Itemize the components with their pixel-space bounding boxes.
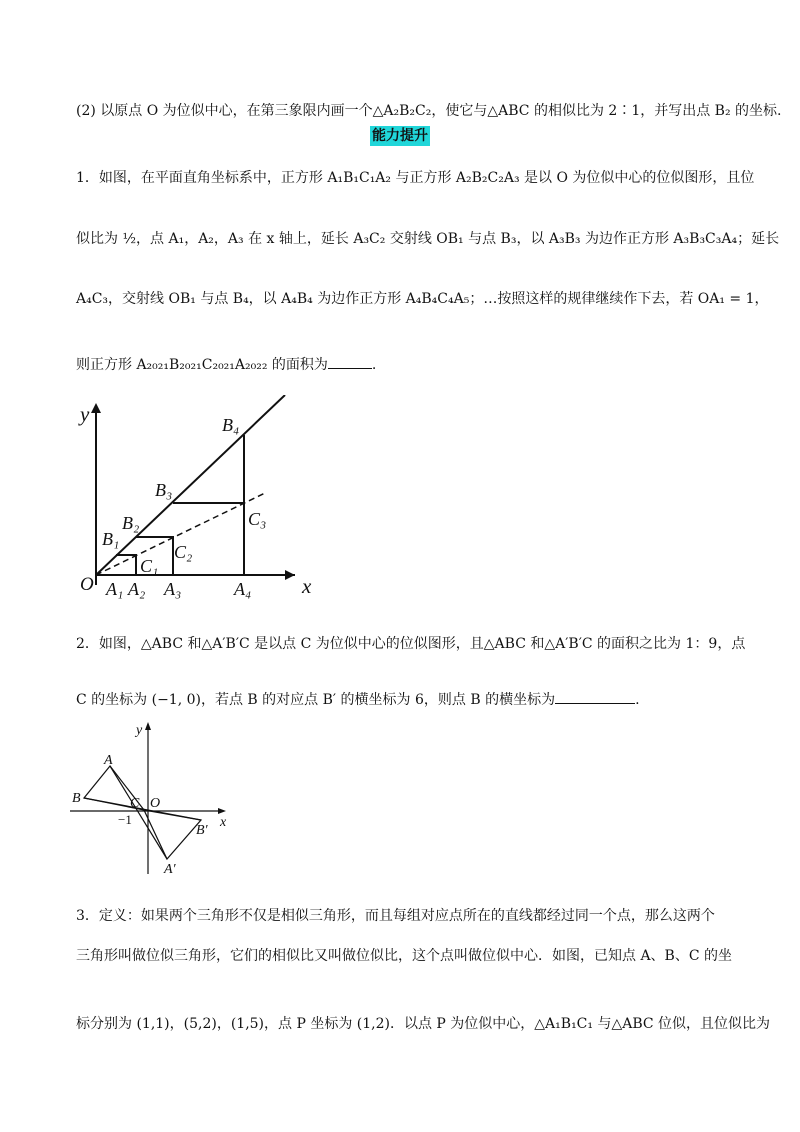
q1-line-4-end: . [371,357,377,373]
fig1-origin-label: O [80,574,94,595]
q3-line-1: 3．定义：如果两个三角形不仅是相似三角形，而且每组对应点所在的直线都经过同一个点，那么这两个 [76,908,715,924]
fig2-x-label: x [220,815,227,830]
fig1-label-b3: B₃ [155,480,173,500]
q2-answer-blank[interactable] [555,689,635,704]
fig2-label-a-prime: A′ [164,862,176,877]
intro-line-1: (2) 以原点 O 为位似中心，在第三象限内画一个△A₂B₂C₂，使它与△ABC 的相似比为 2∶1，并写出点 B₂ 的坐标. [76,103,782,119]
q2-line-1: 2．如图，△ABC 和△A′B′C 是以点 C 为位似中心的位似图形，且△ABC 和△A′B′C 的面积之比为 1：9，点 [76,636,746,652]
fig2-label-b-prime: B′ [196,823,208,838]
fig1-label-c2: C₂ [174,542,193,562]
fig1-label-a2: A₂ [128,579,146,599]
q2-line-2-end: . [635,692,640,708]
fig2-label-b: B [72,791,81,806]
fig1-label-a4: A₄ [234,579,252,599]
q3-line-3: 标分别为 (1,1)，(5,2)，(1,5)，点 P 坐标为 (1,2)．以点 P 为位似中心，△A₁B₁C₁ 与△ABC 位似，且位似比为 [76,1016,771,1032]
figure-2-triangles [66,718,236,878]
fig1-label-a3: A₃ [164,579,182,599]
fig1-square-1 [116,555,136,575]
fig2-label-o: O [150,796,161,811]
fig1-label-a1: A₁ [106,579,124,599]
fig2-x-arrow [218,808,226,814]
fig1-label-b1: B₁ [102,529,120,549]
fig2-label-minus-one: −1 [118,812,132,827]
fig1-y-arrow [91,403,101,413]
fig1-x-arrow [285,570,295,580]
q3-line-2: 三角形叫做位似三角形，它们的相似比又叫做位似比，这个点叫做位似中心．如图，已知点 A、B、C 的坐 [76,948,733,964]
fig1-x-label: x [302,574,312,598]
q1-line-4-text: 则正方形 A₂₀₂₁B₂₀₂₁C₂₀₂₁A₂₀₂₂ 的面积为 [76,357,328,373]
fig1-label-b4: B₄ [222,415,240,435]
section-heading: 能力提升 [372,128,428,144]
q2-line-2-text: C 的坐标为 (−1, 0)，若点 B 的对应点 B′ 的横坐标为 6，则点 B 的横坐标为 [76,692,556,708]
fig1-dashed-ray [96,493,265,575]
fig2-label-a: A [104,753,113,768]
q1-line-3: A₄C₃，交射线 OB₁ 与点 B₄，以 A₄B₄ 为边作正方形 A₄B₄C₄A₅；…按照这样的规律继续作下去，若 OA₁ = 1， [76,291,769,307]
figure-1-squares [70,395,320,605]
fig2-y-arrow [145,722,151,730]
fig1-label-c3: C₃ [248,509,267,529]
fig1-label-b2: B₂ [122,513,140,533]
q1-line-1: 1．如图，在平面直角坐标系中，正方形 A₁B₁C₁A₂ 与正方形 A₂B₂C₂A₃ 是以 O 为位似中心的位似图形，且位 [76,170,755,186]
fig2-y-label: y [136,723,143,738]
fig2-line-b-b-prime [84,798,201,820]
q1-line-4 [76,354,724,375]
fig2-label-c: C [130,796,140,811]
fig1-square-3 [173,503,244,575]
fig1-y-label: y [80,402,90,426]
fig1-label-c1: C₁ [140,556,159,576]
q1-answer-blank[interactable] [328,354,372,369]
q1-line-2: 似比为 ½，点 A₁，A₂，A₃ 在 x 轴上，延长 A₃C₂ 交射线 OB₁ 与点 B₃，以 A₃B₃ 为边作正方形 A₃B₃C₃A₄；延长 [76,231,780,247]
q2-line-2 [76,689,724,710]
